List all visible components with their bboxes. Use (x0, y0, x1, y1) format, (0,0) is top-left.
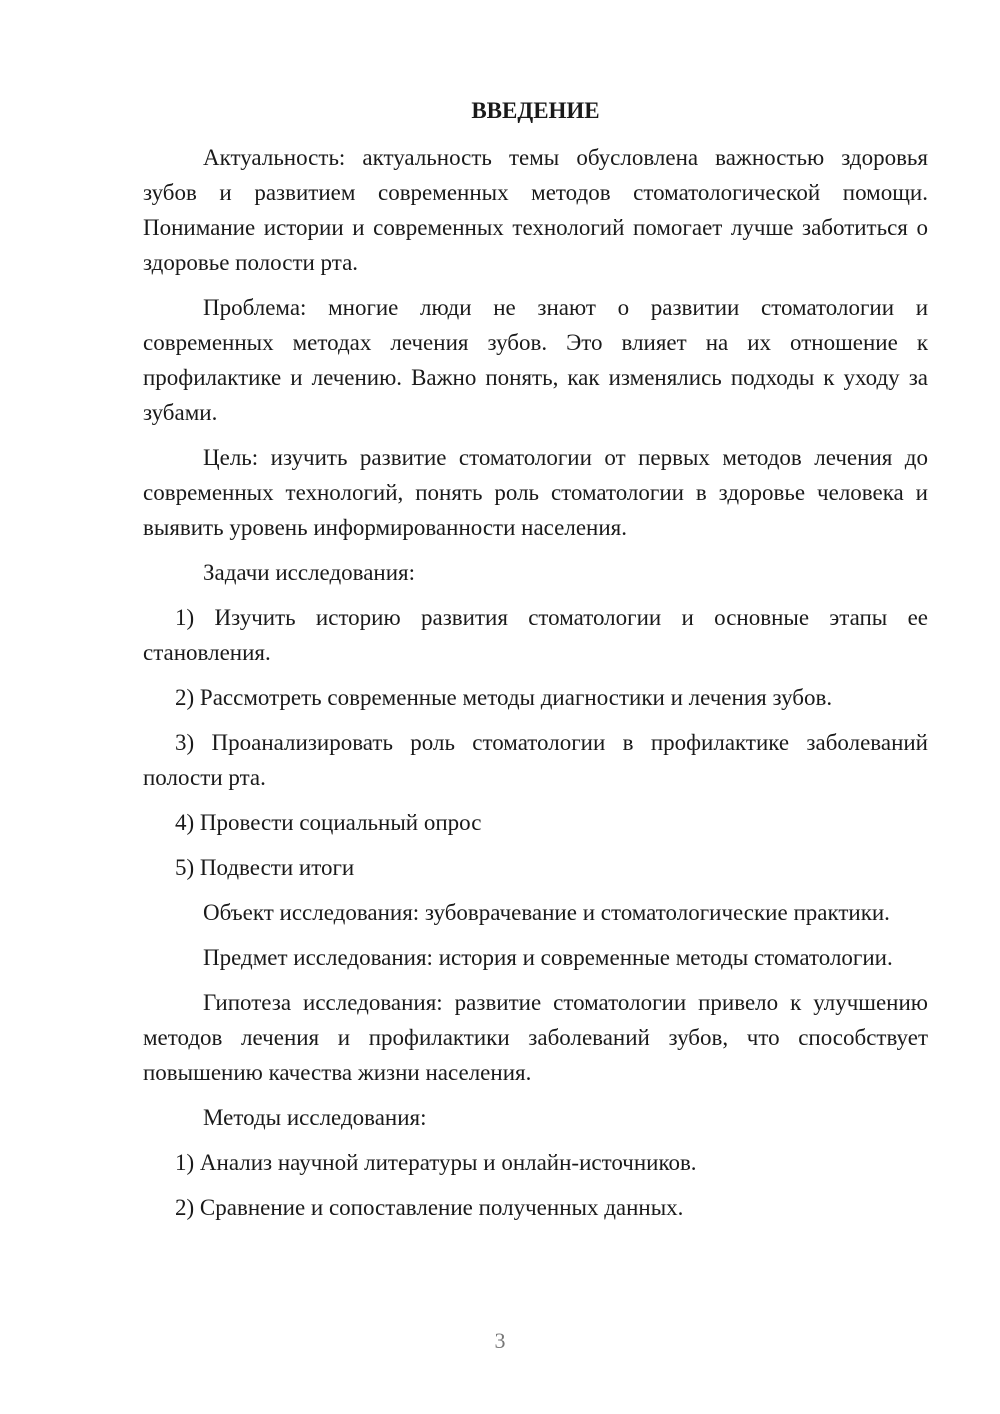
document-body (143, 96, 928, 1235)
tasks-heading: Задачи исследования: (203, 560, 416, 585)
subject-paragraph: Предмет исследования: история и современные методы стоматологии. (203, 945, 893, 970)
task-item-3: 3) Проанализировать роль стоматологии в профилактике заболеваний полости рта. (143, 730, 928, 790)
methods-heading: Методы исследования: (203, 1105, 427, 1130)
task-item-4: 4) Провести социальный опрос (175, 810, 482, 835)
task-item-5: 5) Подвести итоги (175, 855, 355, 880)
method-item-1: 1) Анализ научной литературы и онлайн-источников. (175, 1150, 697, 1175)
relevance-paragraph: Актуальность: актуальность темы обусловлена важностью здоровья зубов и развитием современных методов стоматологической помощи. Понимание истории и современных технологий помогает лучше заботиться о здоровье полости рта. (143, 145, 928, 275)
object-paragraph: Объект исследования: зубоврачевание и стоматологические практики. (203, 900, 890, 925)
hypothesis-paragraph: Гипотеза исследования: развитие стоматологии привело к улучшению методов лечения и профилактики заболеваний зубов, что способствует повышению качества жизни населения. (143, 990, 928, 1085)
goal-paragraph: Цель: изучить развитие стоматологии от первых методов лечения до современных технологий, понять роль стоматологии в здоровье человека и выявить уровень информированности населения. (143, 445, 928, 540)
task-item-1: 1) Изучить историю развития стоматологии и основные этапы ее становления. (143, 605, 928, 665)
section-title: ВВЕДЕНИЕ (471, 98, 600, 123)
task-item-2: 2) Рассмотреть современные методы диагностики и лечения зубов. (175, 685, 833, 710)
problem-paragraph: Проблема: многие люди не знают о развитии стоматологии и современных методах лечения зубов. Это влияет на их отношение к профилактике и лечению. Важно понять, как изменялись подходы к уходу за зубами. (143, 295, 928, 425)
page-number: 3 (494, 1328, 506, 1353)
method-item-2: 2) Сравнение и сопоставление полученных данных. (175, 1195, 684, 1220)
